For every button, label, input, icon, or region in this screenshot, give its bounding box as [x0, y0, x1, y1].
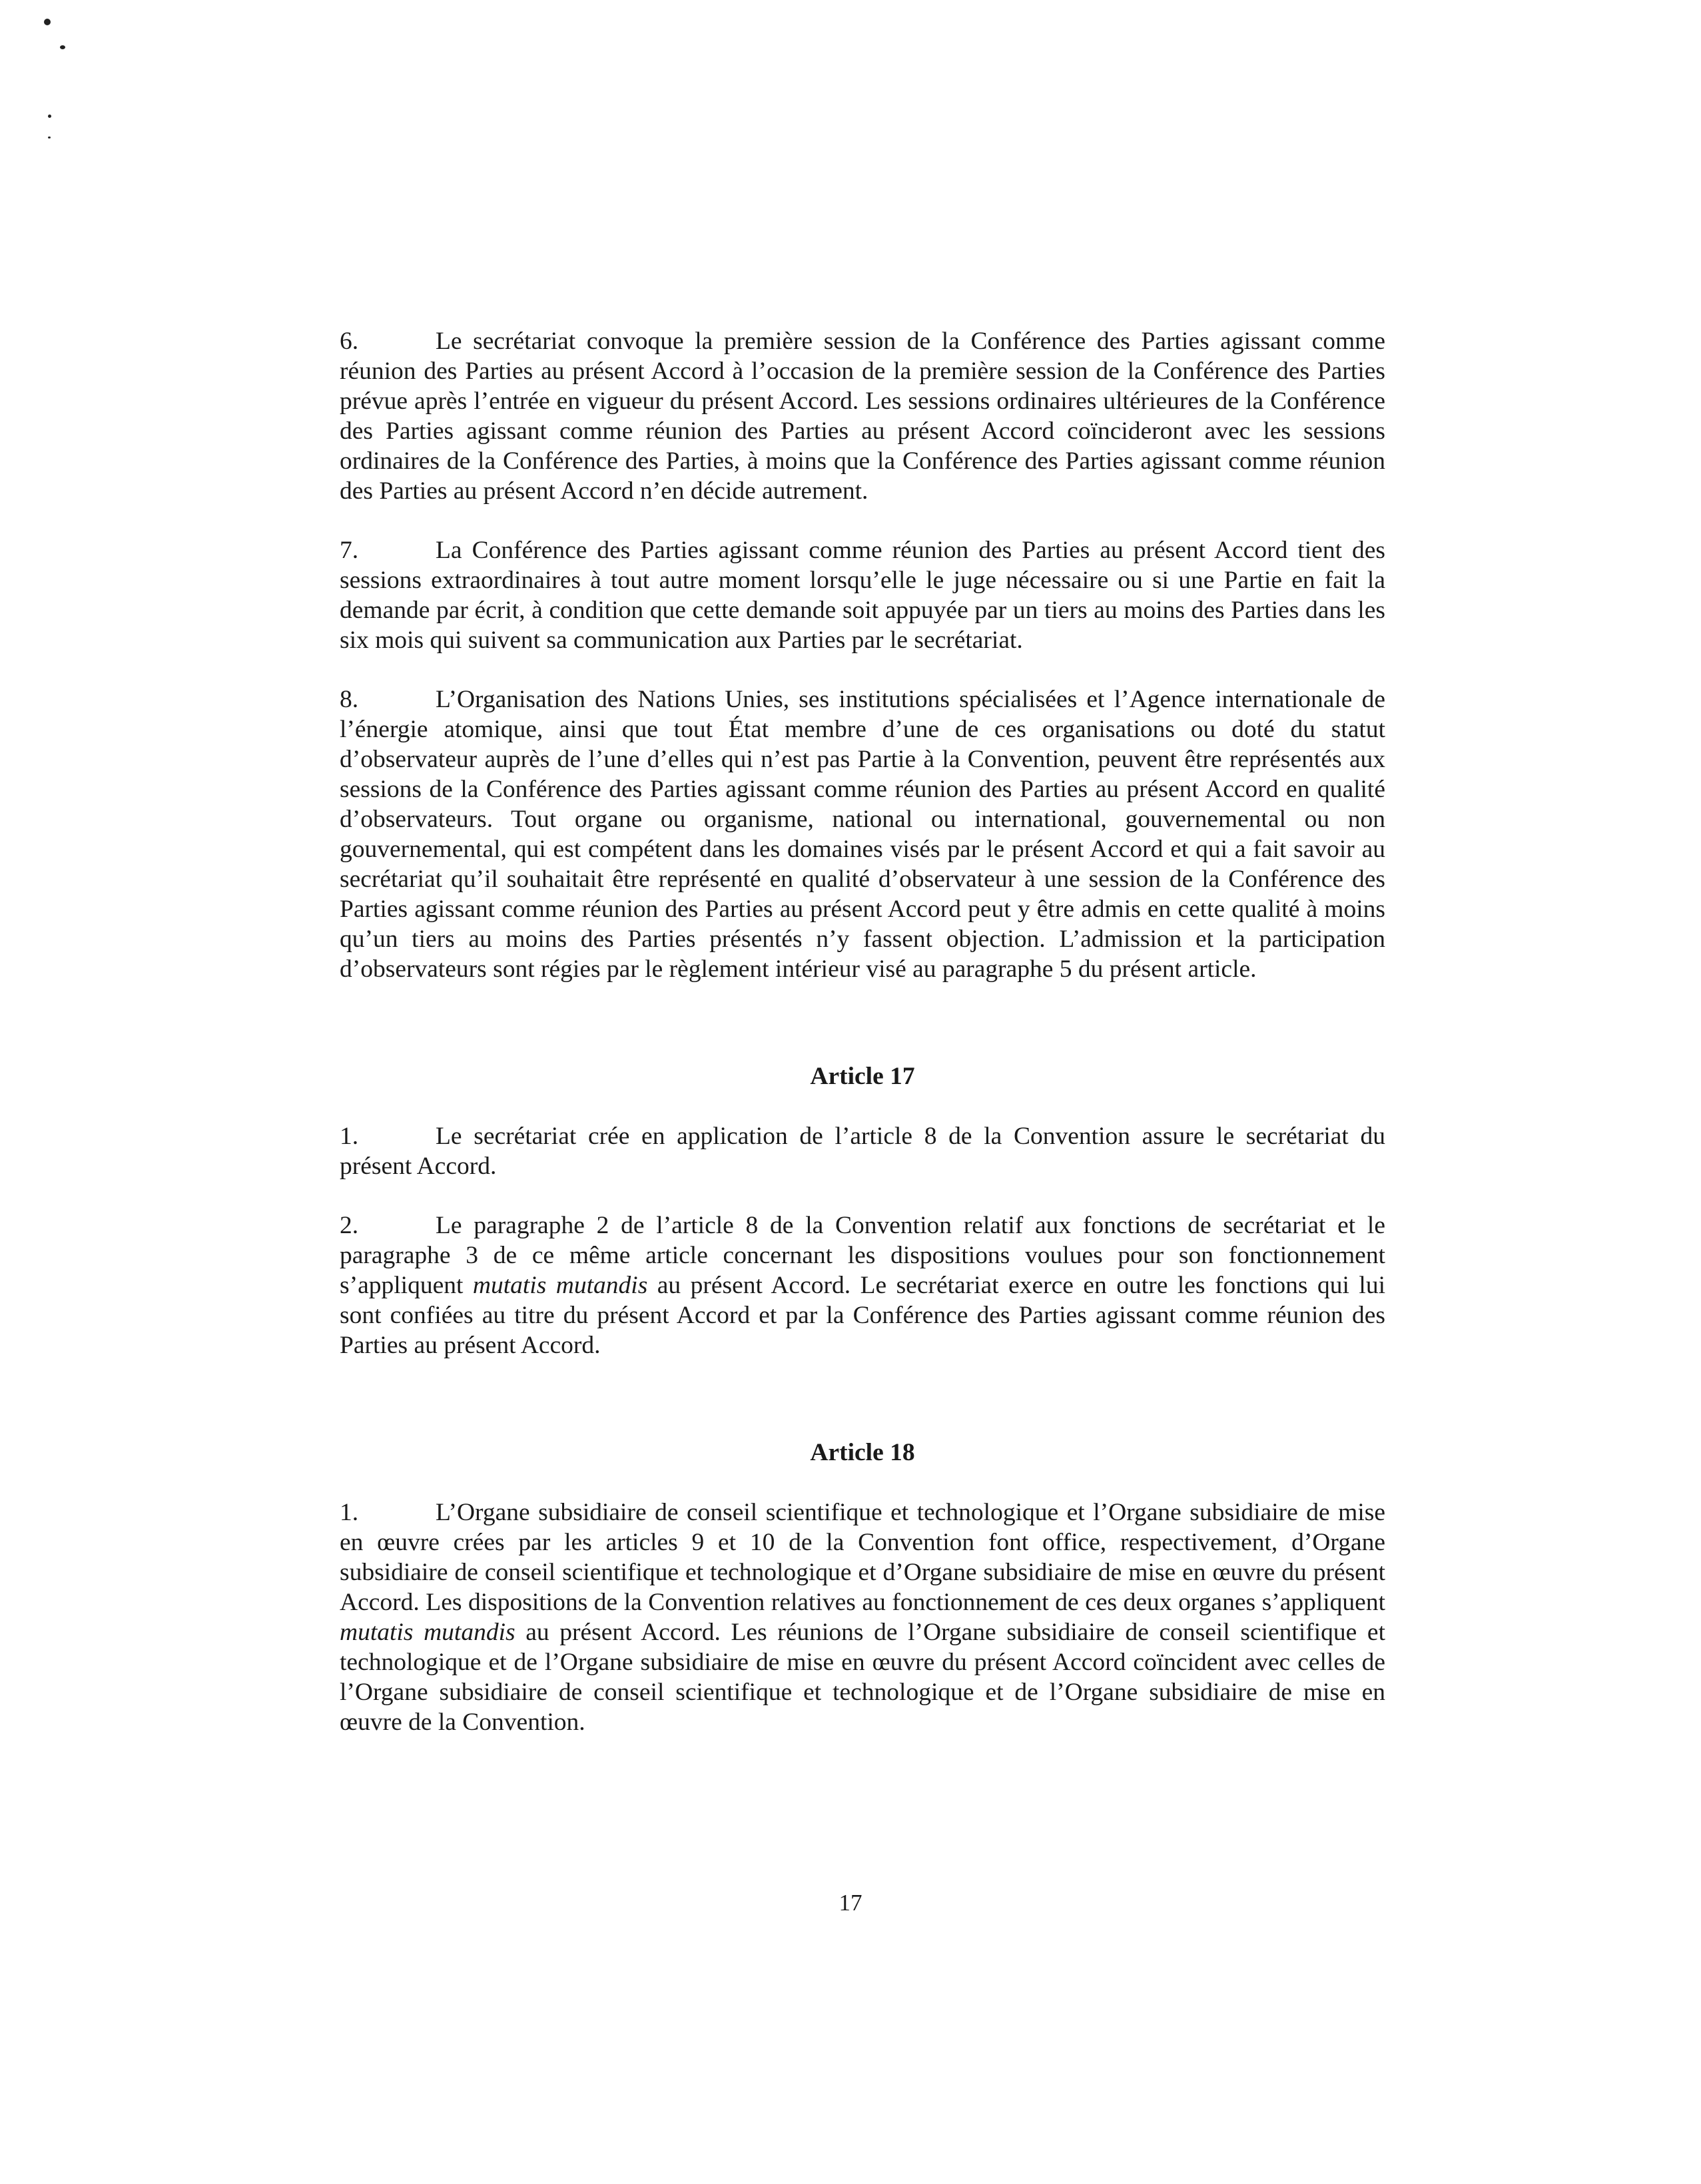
paragraph-8: [340, 684, 1385, 984]
paragraph-text: au présent Accord. Le secrétariat exerce en outre les fonctions qui lui sont confiées au titre du présent Accord et par la Conférence des Parties agissant comme réunion des Parties au présent Accord.: [340, 1272, 1385, 1359]
paragraph-text: Le secrétariat crée en application de l’article 8 de la Convention assure le secrétariat du présent Accord.: [340, 1123, 1385, 1180]
paragraph-text: L’Organe subsidiaire de conseil scientifique et technologique et l’Organe subsidiaire de mise en œuvre crées par les articles 9 et 10 de la Convention font office, respectivement, d’Organe subsidiaire de conseil scientifique et technologique et d’Organe subsidiaire de mise en œuvre du présent Accord. Les dispositions de la Convention relatives au fonctionnement de ces deux organes s’appliquent: [340, 1499, 1385, 1616]
page-number: 17: [839, 1890, 862, 1916]
paragraph-number: 7.: [340, 537, 359, 564]
paragraph-7: [340, 535, 1385, 655]
spacer: [340, 1390, 1385, 1438]
paragraph-number: 1.: [340, 1123, 359, 1150]
paragraph-text: La Conférence des Parties agissant comme réunion des Parties au présent Accord tient des sessions extraordinaires à tout autre moment lorsqu’elle le juge nécessaire ou si une Partie en fait la demande par écrit, à condition que cette demande soit appuyée par un tiers au moins des Parties dans les six mois qui suivent sa communication aux Parties par le secrétariat.: [340, 537, 1385, 654]
paragraph-number: 2.: [340, 1212, 359, 1239]
article-17-paragraph-1: [340, 1121, 1385, 1181]
scan-speck: [44, 19, 51, 25]
paragraph-number: 8.: [340, 686, 359, 713]
scan-speck: [48, 136, 51, 138]
italic-term: mutatis mutandis: [472, 1272, 648, 1299]
paragraph-6: [340, 326, 1385, 506]
article-18-heading: Article 18: [810, 1439, 915, 1466]
article-18-paragraph-1: [340, 1498, 1385, 1737]
paragraph-text: Le paragraphe 2 de l’article 8 de la Convention relatif aux fonctions de secrétariat et le paragraphe 3 de ce même article concernant les dispositions voulues pour son fonctionnement s’appliquent: [340, 1212, 1385, 1299]
spacer: [340, 1013, 1385, 1061]
article-17-heading: Article 17: [810, 1063, 915, 1090]
paragraph-text: L’Organisation des Nations Unies, ses institutions spécialisées et l’Agence internationale de l’énergie atomique, ainsi que tout État membre d’une de ces organisations ou doté du statut d’observateur auprès de l’une d’elles qui n’est pas Partie à la Convention, peuvent être représentés aux sessions de la Conférence des Parties agissant comme réunion des Parties au présent Accord en qualité d’observateurs. Tout organe ou organisme, national ou international, gouvernemental ou non gouvernemental, qui est compétent dans les domaines visés par le présent Accord et qui a fait savoir au secrétariat qu’il souhaitait être représenté en qualité d’observateur à une session de la Conférence des Parties agissant comme réunion des Parties au présent Accord peut y être admis en cette qualité à moins qu’un tiers au moins des Parties présentés n’y fassent objection. L’admission et la participation d’observateurs sont régies par le règlement intérieur visé au paragraphe 5 du présent article.: [340, 686, 1385, 983]
paragraph-number: 6.: [340, 328, 359, 355]
scan-speck: [48, 115, 51, 118]
article-17-paragraph-2: [340, 1211, 1385, 1360]
paragraph-text: au présent Accord. Les réunions de l’Organe subsidiaire de conseil scientifique et technologique et de l’Organe subsidiaire de mise en œuvre du présent Accord coïncident avec celles de l’Organe subsidiaire de conseil scientifique et technologique et de l’Organe subsidiaire de mise en œuvre de la Convention.: [340, 1619, 1385, 1736]
paragraph-number: 1.: [340, 1499, 359, 1526]
scan-speck: [60, 45, 65, 49]
document-body: [340, 326, 1385, 1767]
italic-term: mutatis mutandis: [340, 1619, 515, 1646]
paragraph-text: Le secrétariat convoque la première session de la Conférence des Parties agissant comme réunion des Parties au présent Accord à l’occasion de la première session de la Conférence des Parties prévue après l’entrée en vigueur du présent Accord. Les sessions ordinaires ultérieures de la Conférence des Parties agissant comme réunion des Parties au présent Accord coïncideront avec les sessions ordinaires de la Conférence des Parties, à moins que la Conférence des Parties agissant comme réunion des Parties au présent Accord n’en décide autrement.: [340, 328, 1385, 505]
